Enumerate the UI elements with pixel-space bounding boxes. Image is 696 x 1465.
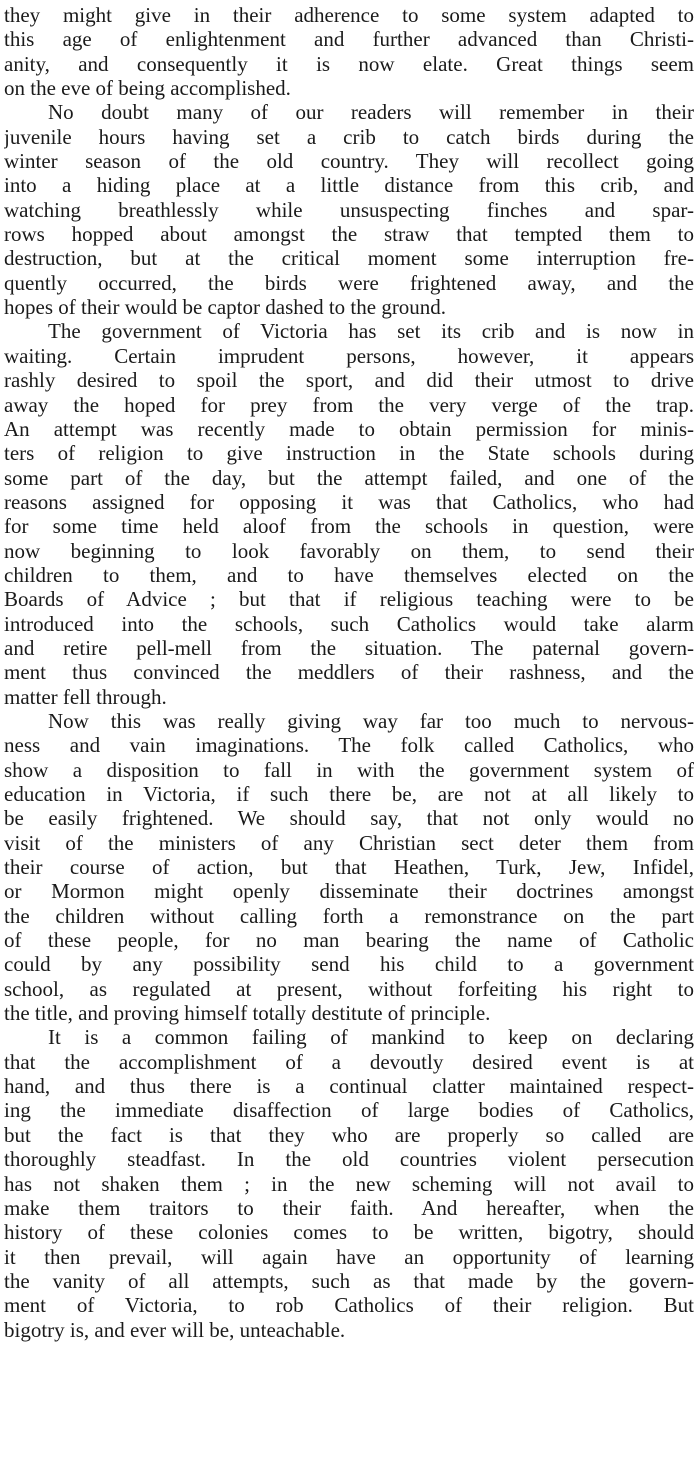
text-line: or Mormon might openly disseminate their doctrines amongst <box>4 879 694 904</box>
text-line: hopes of their would be captor dashed to the ground. <box>4 295 447 320</box>
text-line: but the fact is that they who are properly so called are <box>4 1122 694 1147</box>
text-line: rashly desired to spoil the sport, and did their utmost to drive <box>4 368 694 393</box>
text-line: it then prevail, will again have an opportunity of learning <box>4 1244 694 1269</box>
text-line: children to them, and to have themselves elected on the <box>4 562 694 587</box>
text-line: school, as regulated at present, without forfeiting his right to <box>4 976 694 1001</box>
text-line: Boards of Advice ; but that if religious teaching were to be <box>4 587 694 612</box>
paragraph-4 <box>4 709 694 1025</box>
text-line: the title, and proving himself totally destitute of principle. <box>4 1001 491 1026</box>
text-line: It is a common failing of mankind to keep on declaring <box>48 1025 694 1050</box>
text-line: some part of the day, but the attempt failed, and one of the <box>4 465 694 490</box>
text-line: ness and vain imaginations. The folk called Catholics, who <box>4 733 694 758</box>
text-line: reasons assigned for opposing it was that Catholics, who had <box>4 489 694 514</box>
text-line: ment of Victoria, to rob Catholics of their religion. But <box>4 1293 694 1318</box>
text-line: quently occurred, the birds were frightened away, and the <box>4 270 694 295</box>
text-line: The government of Victoria has set its crib and is now in <box>48 319 694 344</box>
text-line: and retire pell-mell from the situation. The paternal govern- <box>4 635 694 660</box>
paragraph-3 <box>4 319 694 709</box>
text-line: destruction, but at the critical moment some interruption fre- <box>4 246 694 271</box>
text-line: their course of action, but that Heathen, Turk, Jew, Infidel, <box>4 855 694 880</box>
text-line: this age of enlightenment and further advanced than Christi- <box>4 27 694 52</box>
text-line: for some time held aloof from the schools in question, were <box>4 514 694 539</box>
text-line: now beginning to look favorably on them, to send their <box>4 538 694 563</box>
text-line: An attempt was recently made to obtain permission for minis- <box>4 416 694 441</box>
text-line: winter season of the old country. They will recollect going <box>4 149 694 174</box>
text-line: watching breathlessly while unsuspecting finches and spar- <box>4 197 694 222</box>
text-line: Now this was really giving way far too much to nervous- <box>48 708 694 733</box>
text-line: matter fell through. <box>4 684 167 709</box>
text-line: bigotry is, and ever will be, unteachable. <box>4 1317 346 1342</box>
paragraph-1 <box>4 3 694 100</box>
text-line: education in Victoria, if such there be, are not at all likely to <box>4 782 694 806</box>
text-line: hand, and thus there is a continual clatter maintained respect- <box>4 1074 694 1099</box>
text-line: make them traitors to their faith. And hereafter, when the <box>4 1195 694 1220</box>
text-line: rows hopped about amongst the straw that tempted them to <box>4 222 694 247</box>
text-line: introduced into the schools, such Catholics would take alarm <box>4 611 694 636</box>
paragraph-5 <box>4 1025 694 1341</box>
text-line: the children without calling forth a remonstrance on the part <box>4 903 694 928</box>
text-line: away the hoped for prey from the very verge of the trap. <box>4 392 694 417</box>
text-line: ment thus convinced the meddlers of their rashness, and the <box>4 660 694 685</box>
text-line: ters of religion to give instruction in the State schools during <box>4 441 694 466</box>
text-line: history of these colonies comes to be written, bigotry, should <box>4 1220 694 1245</box>
text-line: anity, and consequently it is now elate. Great things seem <box>4 51 694 76</box>
text-line: has not shaken them ; in the new scheming will not avail to <box>4 1171 694 1196</box>
text-line: waiting. Certain imprudent persons, however, it appears <box>4 343 694 368</box>
text-line: ing the immediate disaffection of large bodies of Catholics, <box>4 1098 694 1123</box>
text-line: visit of the ministers of any Christian sect deter them from <box>4 830 694 855</box>
text-line: show a disposition to fall in with the government system of <box>4 757 694 782</box>
text-line: No doubt many of our readers will remember in their <box>48 100 694 125</box>
paragraph-2 <box>4 100 694 319</box>
text-line: juvenile hours having set a crib to catch birds during the <box>4 124 694 149</box>
text-line: the vanity of all attempts, such as that made by the govern- <box>4 1268 694 1293</box>
text-line: of these people, for no man bearing the name of Catholic <box>4 928 694 953</box>
text-line: thoroughly steadfast. In the old countries violent persecution <box>4 1147 694 1172</box>
text-line: they might give in their adherence to some system adapted to <box>4 3 694 27</box>
text-line: on the eve of being accomplished. <box>4 76 291 101</box>
text-line: could by any possibility send his child to a government <box>4 952 694 977</box>
text-line: that the accomplishment of a devoutly desired event is at <box>4 1049 694 1074</box>
text-line: be easily frightened. We should say, that not only would no <box>4 806 694 831</box>
text-line: into a hiding place at a little distance from this crib, and <box>4 173 694 198</box>
